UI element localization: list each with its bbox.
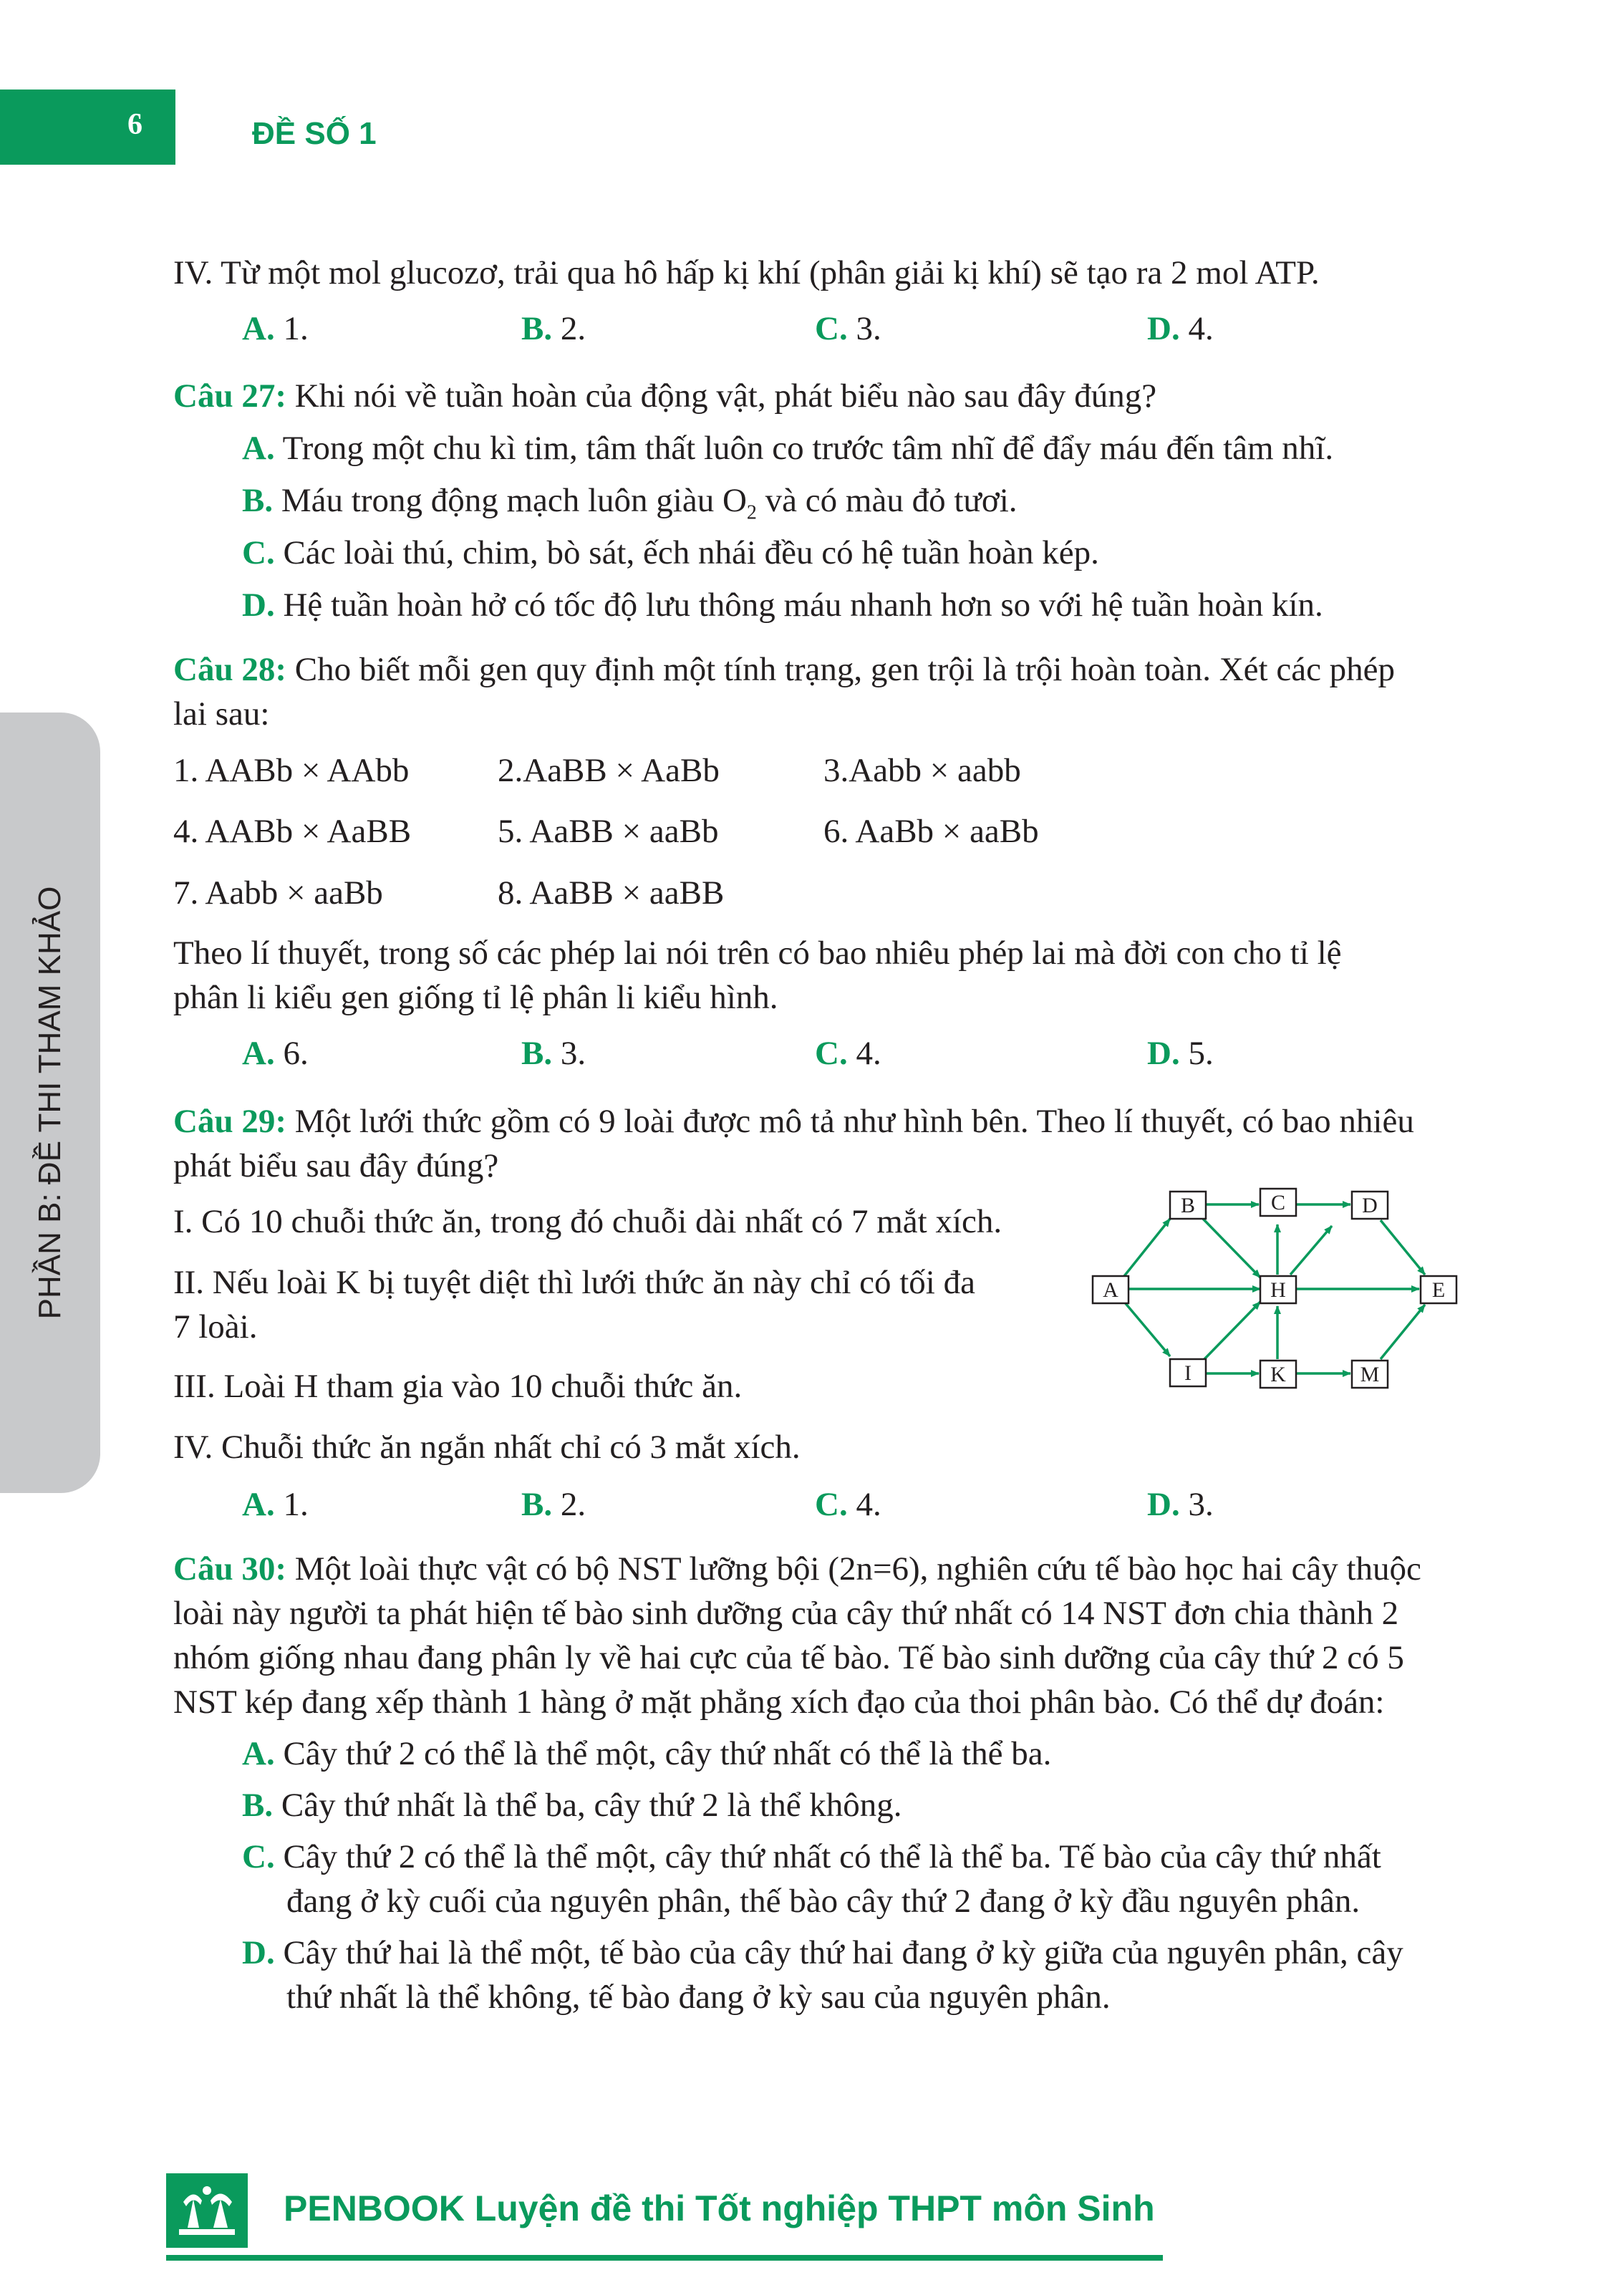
side-tab-label: PHẦN B: ĐỀ THI THAM KHẢO [32,886,67,1320]
q29-option-c [815,1482,881,1527]
q29-stem [173,1099,1414,1144]
q30-stem-line3: nhóm giống nhau đang phân ly về hai cực của tế bào. Tế bào sinh dưỡng của cây thứ 2 có 5 [173,1639,1404,1676]
option-text: Máu trong động mạch luôn giàu O [273,482,747,519]
node-H-label: H [1270,1278,1286,1302]
cross-item: 3.Aabb × aabb [823,752,1021,789]
option-text: 4. [1179,310,1214,347]
node-M-label: M [1360,1363,1380,1386]
option-text: 2. [552,1486,586,1523]
question-label: Câu 27: [173,377,286,415]
q30-option-b [242,1783,902,1827]
cross-item: 1. AABb × AAbb [173,752,410,789]
option-letter: C. [815,310,848,347]
food-web-diagram [1088,1174,1475,1411]
cross-item: 2.AaBB × AaBb [498,752,720,789]
page-number: 6 [127,108,142,141]
option-letter: B. [521,310,553,347]
option-text: Trong một chu kì tim, tâm thất luôn co trước tâm nhĩ để đẩy máu đến tâm nhĩ. [274,430,1334,467]
q27-option-a [242,426,1333,470]
edge-H-D [1290,1226,1332,1275]
edge-A-I [1124,1302,1170,1356]
q26-option-a [242,306,309,351]
q30-option-d-line2: thứ nhất là thể không, tế bào đang ở kỳ sau của nguyên phân. [286,1979,1111,2016]
q29-statement-ii: II. Nếu loài K bị tuyệt diệt thì lưới thức ăn này chỉ có tối đa [173,1264,975,1301]
subscript: 2 [746,501,757,524]
option-text: 2. [552,310,586,347]
option-text: 3. [1179,1486,1214,1523]
option-text: và có màu đỏ tươi. [756,482,1018,519]
edge-B-H [1203,1219,1260,1277]
option-text: Cây thứ hai là thể một, tế bào của cây thứ hai đang ở kỳ giữa của nguyên phân, cây [274,1934,1403,1971]
question-label: Câu 30: [173,1550,286,1588]
q28-question: Theo lí thuyết, trong số các phép lai nói trên có bao nhiêu phép lai mà đời con cho tỉ lệ [173,934,1342,972]
cross-item: 8. AaBB × aaBB [498,874,725,912]
node-A-label: A [1103,1278,1118,1302]
option-text: 1. [274,310,309,347]
node-C-label: C [1270,1191,1286,1214]
option-letter: A. [242,430,275,467]
cross-item: 7. Aabb × aaBb [173,874,383,912]
edge-M-E [1381,1305,1425,1359]
cross-item: 4. AABb × AaBB [173,813,412,850]
node-E-label: E [1431,1278,1446,1302]
option-letter: C. [815,1035,848,1072]
option-letter: C. [242,534,275,571]
option-letter: A. [242,310,275,347]
q29-stem-line2: phát biểu sau đây đúng? [173,1147,499,1184]
q27-option-d [242,583,1323,627]
q30-option-a [242,1731,1051,1776]
q29-statement-iii: III. Loài H tham gia vào 10 chuỗi thức ăn. [173,1368,743,1405]
option-text: Hệ tuần hoàn hở có tốc độ lưu thông máu nhanh hơn so với hệ tuần hoàn kín. [274,586,1323,624]
node-I-label: I [1184,1361,1192,1385]
node-B-label: B [1180,1194,1196,1217]
option-letter: D. [1147,1035,1180,1072]
question-stem: Một lưới thức gồm có 9 loài được mô tả như hình bên. Theo lí thuyết, có bao nhiêu [286,1103,1414,1140]
q28-option-d [1147,1031,1214,1076]
option-letter: C. [815,1486,848,1523]
node-D-label: D [1362,1194,1378,1217]
question-label: Câu 29: [173,1103,286,1140]
option-text: 3. [847,310,881,347]
page-number-box [0,90,175,165]
q30-stem-line4: NST kép đang xếp thành 1 hàng ở mặt phẳng xích đạo của thoi phân bào. Có thể dự đoán: [173,1684,1385,1721]
q27-stem [173,374,1156,418]
penbook-logo-icon [166,2173,248,2248]
option-text: 1. [274,1486,309,1523]
option-text: Cây thứ 2 có thể là thể một, cây thứ nhất có thể là thể ba. [274,1735,1052,1772]
cross-item: 5. AaBB × aaBb [498,813,719,850]
option-letter: D. [1147,1486,1180,1523]
q29-option-d [1147,1482,1214,1527]
option-text: 4. [847,1035,881,1072]
option-text: 4. [847,1486,881,1523]
edge-I-H [1203,1302,1260,1361]
q28-stem [173,647,1395,692]
option-text: 3. [552,1035,586,1072]
question-stem: Cho biết mỗi gen quy định một tính trạng, gen trội là trội hoàn toàn. Xét các phép [286,651,1396,688]
q26-option-d [1147,306,1214,351]
q26-statement-iv: IV. Từ một mol glucozơ, trải qua hô hấp kị khí (phân giải kị khí) sẽ tạo ra 2 mol ATP. [173,254,1320,291]
option-letter: B. [521,1486,553,1523]
question-stem: Khi nói về tuần hoàn của động vật, phát biểu nào sau đây đúng? [286,377,1157,415]
q29-statement-iv: IV. Chuỗi thức ăn ngắn nhất chỉ có 3 mắt xích. [173,1429,801,1466]
q30-option-c-line2: đang ở kỳ cuối của nguyên phân, thế bào cây thứ 2 đang ở kỳ đầu nguyên phân. [286,1883,1360,1920]
question-stem: Một loài thực vật có bộ NST lưỡng bội (2n=6), nghiên cứu tế bào học hai cây thuộc [286,1550,1421,1588]
option-text: 6. [274,1035,309,1072]
q29-option-b [521,1482,586,1527]
option-text: Cây thứ nhất là thể ba, cây thứ 2 là thể không. [273,1787,902,1824]
edge-D-E [1381,1220,1425,1275]
option-text: Cây thứ 2 có thể là thể một, cây thứ nhất có thể là thể ba. Tế bào của cây thứ nhất [274,1838,1381,1875]
option-letter: A. [242,1735,275,1772]
q30-option-c [242,1835,1381,1879]
option-letter: D. [1147,310,1180,347]
question-label: Câu 28: [173,651,286,688]
option-letter: A. [242,1035,275,1072]
header-title: ĐỀ SỐ 1 [252,116,377,151]
option-text: 5. [1179,1035,1214,1072]
q27-option-b [242,478,1018,535]
q29-statement-ii-line2: 7 loài. [173,1308,258,1346]
q30-option-d [242,1931,1403,1975]
edge-A-B [1124,1219,1170,1276]
option-letter: A. [242,1486,275,1523]
option-letter: C. [242,1838,275,1875]
option-text: Các loài thú, chim, bò sát, ếch nhái đều có hệ tuần hoàn kép. [274,534,1099,571]
q28-option-c [815,1031,881,1076]
q26-option-b [521,306,586,351]
q27-option-c [242,531,1099,575]
q28-option-b [521,1031,586,1076]
q28-option-a [242,1031,309,1076]
option-letter: B. [242,1787,274,1824]
q29-option-a [242,1482,309,1527]
q26-option-c [815,306,881,351]
q30-stem [173,1547,1421,1591]
option-letter: D. [242,586,275,624]
penbook-logo-mark [166,2173,248,2248]
q30-stem-line2: loài này người ta phát hiện tế bào sinh dưỡng của cây thứ nhất có 14 NST đơn chia thành 2 [173,1595,1399,1632]
option-letter: D. [242,1934,275,1971]
cross-item: 6. AaBb × aaBb [823,813,1039,850]
node-K-label: K [1270,1363,1286,1386]
option-letter: B. [521,1035,553,1072]
option-letter: B. [242,482,274,519]
footer-title: PENBOOK Luyện đề thi Tốt nghiệp THPT môn Sinh [284,2188,1155,2228]
footer-divider [166,2255,1163,2261]
q28-question-line2: phân li kiểu gen giống tỉ lệ phân li kiểu hình. [173,979,778,1016]
q28-stem-line2: lai sau: [173,695,270,733]
q29-statement-i: I. Có 10 chuỗi thức ăn, trong đó chuỗi dài nhất có 7 mắt xích. [173,1203,1002,1240]
